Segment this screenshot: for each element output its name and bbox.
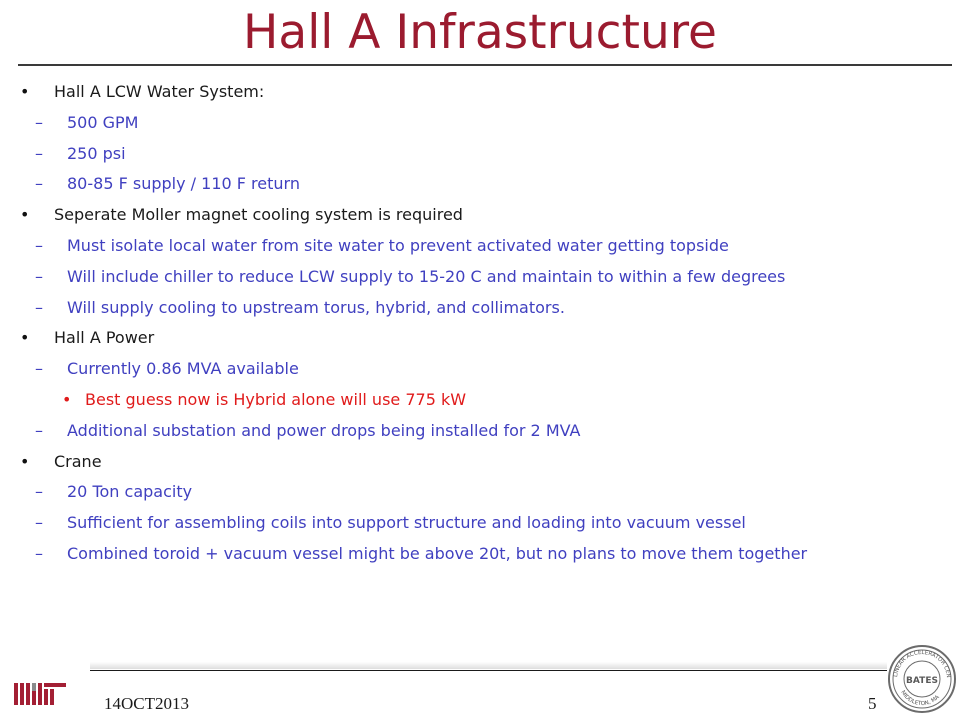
mit-logo-icon	[14, 681, 70, 707]
bullet-marker: •	[20, 328, 30, 348]
bullet-marker: •	[20, 205, 30, 225]
bullet-text: 250 psi	[67, 143, 126, 163]
bullet-level1-item	[0, 323, 960, 354]
bullet-text: Additional substation and power drops being installed for 2 MVA	[67, 420, 581, 440]
bullet-text: Sufficient for assembling coils into support structure and loading into vacuum vessel	[67, 513, 746, 533]
dash-marker: –	[35, 359, 43, 379]
dash-marker: –	[35, 297, 43, 317]
bullet-text: Will supply cooling to upstream torus, hybrid, and collimators.	[67, 297, 565, 317]
bullet-level1-item	[0, 77, 960, 108]
bullet-level2-item	[0, 231, 960, 262]
bullet-text: 20 Ton capacity	[67, 482, 193, 502]
footer-date: 14OCT2013	[104, 694, 189, 713]
slide-title: Hall A Infrastructure	[243, 5, 717, 60]
dash-marker: –	[35, 174, 43, 194]
page-number: 5	[868, 694, 877, 713]
bullet-text: Crane	[54, 451, 102, 471]
bullet-level2-item	[0, 354, 960, 385]
svg-text:BATES: BATES	[906, 676, 938, 686]
bullet-level1-item	[0, 200, 960, 231]
bullet-level1-item	[0, 447, 960, 478]
dash-marker: –	[35, 513, 43, 533]
bullet-level2-item	[0, 293, 960, 324]
bullet-level2-item	[0, 169, 960, 200]
bullet-marker: •	[62, 389, 72, 409]
bullet-text: Must isolate local water from site water to prevent activated water getting topside	[67, 235, 729, 255]
bullet-text: 500 GPM	[67, 112, 139, 132]
footer-shadow	[90, 662, 887, 669]
footer-divider	[90, 670, 887, 671]
bullet-text: Hall A LCW Water System:	[54, 82, 265, 101]
bullet-text: Currently 0.86 MVA available	[67, 359, 299, 379]
bullet-text: Best guess now is Hybrid alone will use 775 kW	[85, 389, 467, 409]
bullet-text: 80-85 F supply / 110 F return	[67, 174, 300, 194]
bullet-level2-item	[0, 108, 960, 139]
bullet-list	[0, 77, 960, 570]
dash-marker: –	[35, 482, 43, 502]
dash-marker: –	[35, 266, 43, 286]
bullet-level2-item	[0, 539, 960, 570]
bullet-level2-item	[0, 477, 960, 508]
svg-text:LINEAR ACCELERATOR CENTER: LINEAR ACCELERATOR CEN	[893, 649, 952, 679]
dash-marker: –	[35, 143, 43, 163]
bullet-text: Seperate Moller magnet cooling system is required	[54, 205, 463, 225]
bullet-text: Hall A Power	[54, 328, 155, 348]
bullet-marker: •	[20, 451, 30, 471]
dash-marker: –	[35, 235, 43, 255]
bullet-level2-item	[0, 262, 960, 293]
bates-seal-icon	[888, 640, 956, 718]
bullet-marker: •	[20, 82, 30, 101]
dash-marker: –	[35, 420, 43, 440]
title-divider	[18, 64, 952, 66]
bullet-level3-item	[0, 385, 960, 416]
bullet-level2-item	[0, 416, 960, 447]
bullet-text: Will include chiller to reduce LCW supply to 15-20 C and maintain to within a few degrees	[67, 266, 786, 286]
dash-marker: –	[35, 112, 43, 132]
bullet-level2-item	[0, 508, 960, 539]
bullet-level2-item	[0, 139, 960, 170]
dash-marker: –	[35, 543, 43, 563]
svg-text:MIDDLETON, MA: MIDDLETON, MA	[899, 689, 941, 708]
bullet-text: Combined toroid + vacuum vessel might be above 20t, but no plans to move them together	[67, 543, 808, 563]
